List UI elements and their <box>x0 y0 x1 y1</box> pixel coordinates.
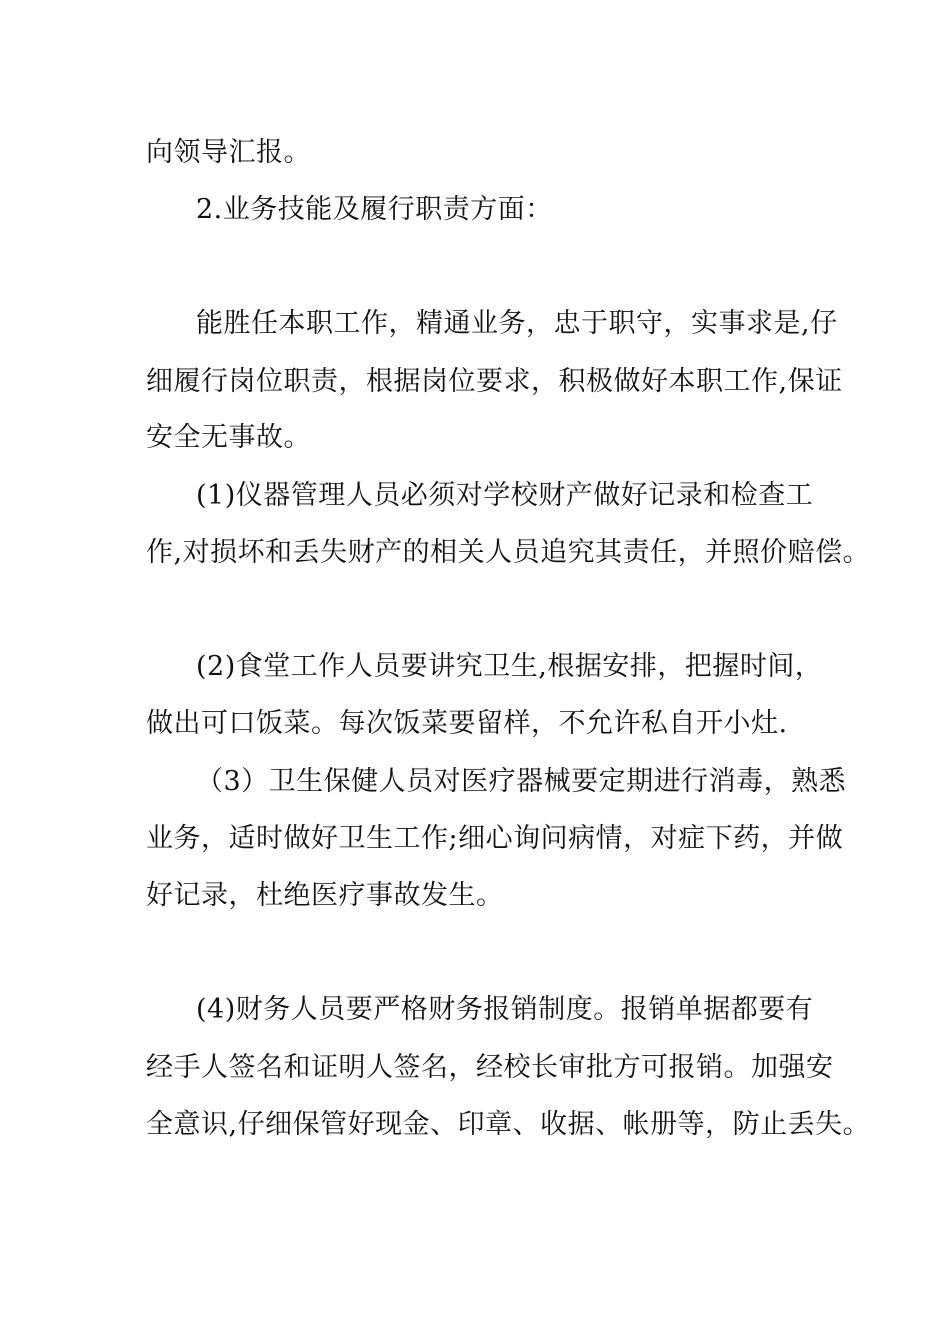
text-line: 全意识,仔细保管好现金、印章、收据、帐册等，防止丢失。 <box>146 1109 871 1140</box>
list-item-text: （3）卫生保健人员对医疗器械要定期进行消毒，熟悉 <box>196 766 847 797</box>
list-item-text: (2)食堂工作人员要讲究卫生,根据安排，把握时间， <box>196 651 823 682</box>
text-line: 好记录，杜绝医疗事故发生。 <box>146 880 504 911</box>
text-line: 安全无事故。 <box>146 422 311 453</box>
list-item-text: (4)财务人员要严格财务报销制度。报销单据都要有 <box>196 994 814 1025</box>
text-line: 向领导汇报。 <box>146 137 311 168</box>
text-line: 做出可口饭菜。每次饭菜要留样，不允许私自开小灶. <box>146 708 788 739</box>
section-heading: 2.业务技能及履行职责方面： <box>196 194 553 225</box>
text-line: 作,对损坏和丢失财产的相关人员追究其责任，并照价赔偿。 <box>146 537 871 568</box>
text-line: 经手人签名和证明人签名，经校长审批方可报销。加强安 <box>146 1052 834 1083</box>
text-line: 业务，适时做好卫生工作;细心询问病情，对症下药，并做 <box>146 823 844 854</box>
list-item-text: (1)仪器管理人员必须对学校财产做好记录和检查工 <box>196 480 814 511</box>
text-line: 细履行岗位职责，根据岗位要求，积极做好本职工作,保证 <box>146 366 843 397</box>
text-line: 能胜任本职工作，精通业务，忠于职守，实事求是,仔 <box>196 308 838 339</box>
